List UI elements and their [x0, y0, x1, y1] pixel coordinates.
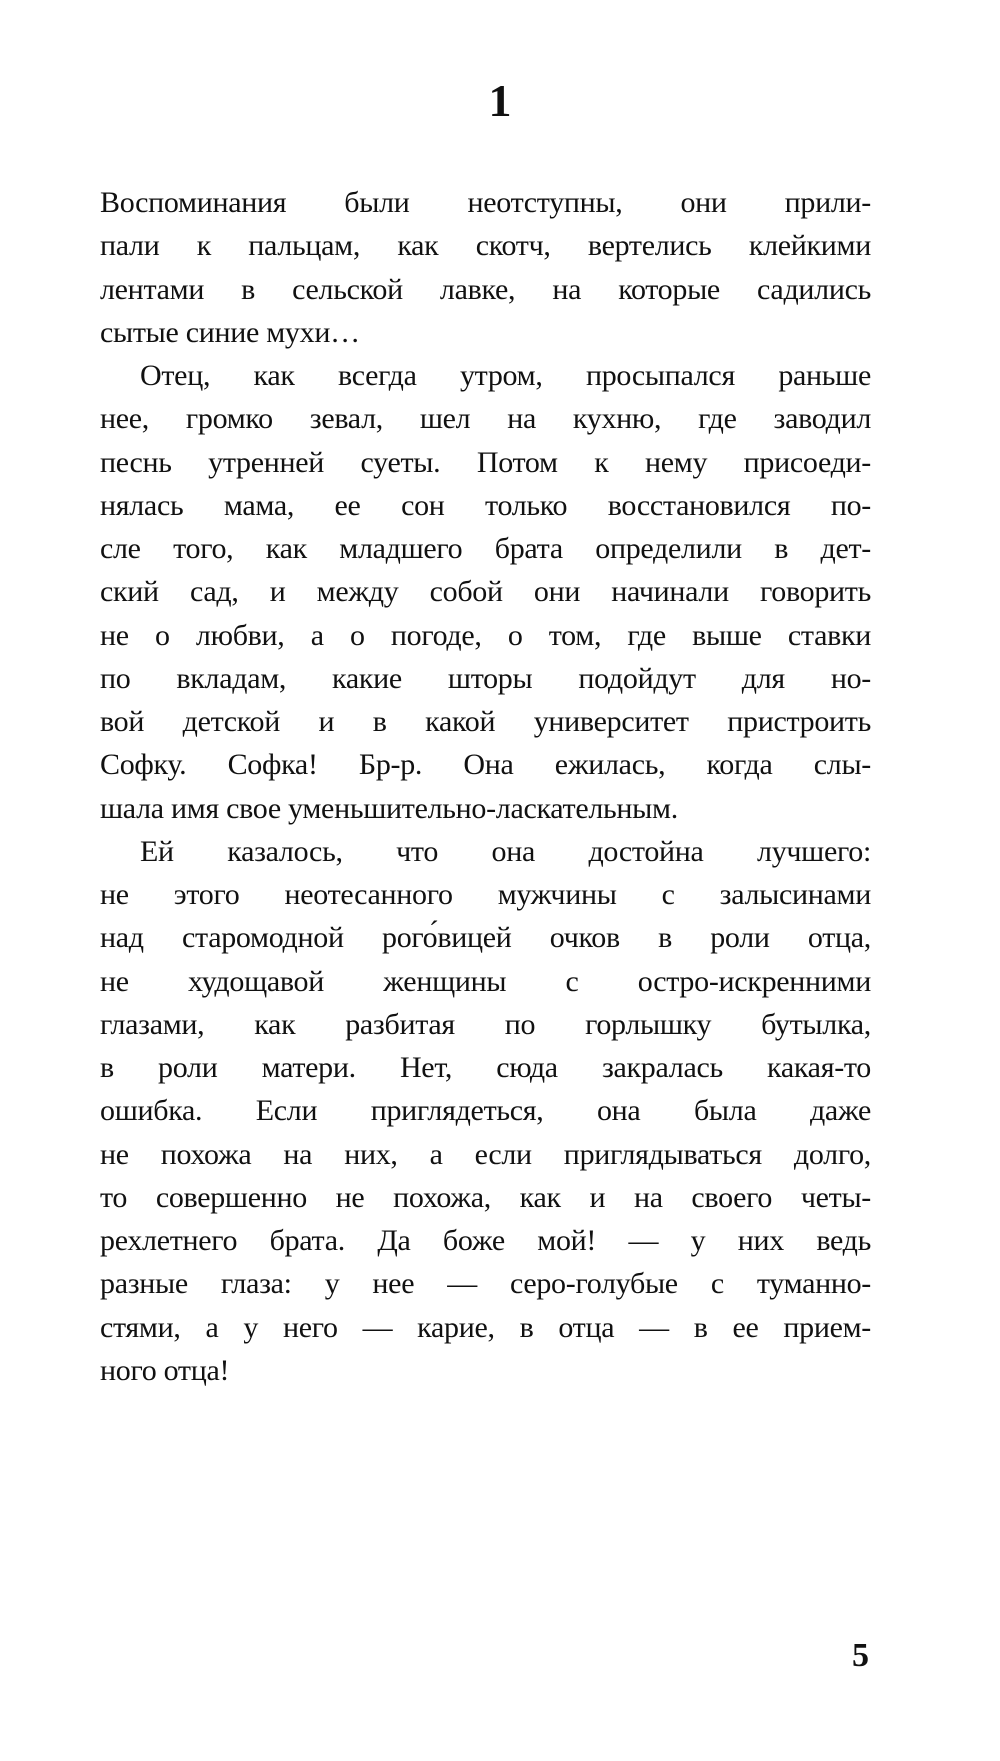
text-line: Воспоминания были неотступны, они прили-: [100, 186, 871, 219]
paragraph-2: [100, 354, 871, 830]
text-line: нялась мама, ее сон только восстановился по-: [100, 488, 871, 522]
text-line: Софку. Софка! Бр-р. Она ежилась, когда слы-: [100, 748, 871, 782]
page-number: 5: [852, 1637, 869, 1674]
text-line: Отец, как всегда утром, просыпался раньше: [140, 359, 871, 392]
text-line: то совершенно не похожа, как и на своего четы-: [100, 1180, 871, 1214]
body-text: [100, 181, 871, 1392]
text-line: стями, а у него — карие, в отца — в ее прием-: [100, 1310, 871, 1344]
text-line: не похожа на них, а если приглядываться долго,: [100, 1137, 871, 1171]
paragraph-1: [100, 181, 871, 354]
text-line: не этого неотесанного мужчины с залысинами: [100, 878, 871, 911]
text-line: не худощавой женщины с остро-искренними: [100, 964, 871, 998]
text-line: в роли матери. Нет, сюда закралась какая-то: [100, 1051, 871, 1084]
text-line: ский сад, и между собой они начинали говорить: [100, 575, 871, 609]
paragraph-3: [100, 830, 871, 1392]
text-line: пали к пальцам, как скотч, вертелись клейкими: [100, 229, 871, 263]
text-line: нее, громко зевал, шел на кухню, где заводил: [100, 402, 871, 436]
text-line: рехлетнего брата. Да боже мой! — у них ведь: [100, 1224, 871, 1257]
text-line: сле того, как младшего брата определили в дет-: [100, 532, 871, 565]
text-line: сытые синие мухи…: [100, 315, 360, 349]
text-line: глазами, как разбитая по горлышку бутылка,: [100, 1007, 871, 1041]
text-line: ошибка. Если приглядеться, она была даже: [100, 1094, 871, 1128]
text-line: песнь утренней суеты. Потом к нему присоеди-: [100, 445, 871, 479]
text-line: ного отца!: [100, 1353, 230, 1387]
text-line: не о любви, а о погоде, о том, где выше ставки: [100, 618, 871, 652]
text-line: лентами в сельской лавке, на которые садились: [100, 272, 871, 306]
text-line: вой детской и в какой университет пристроить: [100, 705, 871, 738]
chapter-number: 1: [488, 75, 512, 126]
text-line: по вкладам, какие шторы подойдут для но-: [100, 661, 871, 695]
text-line: над старомодной рого́вицей очков в роли отца,: [100, 921, 871, 955]
text-line: разные глаза: у нее — серо-голубые с туманно-: [100, 1267, 871, 1301]
text-line: Ей казалось, что она достойна лучшего:: [140, 834, 871, 868]
text-line: шала имя свое уменьшительно-ласкательным.: [100, 791, 678, 825]
